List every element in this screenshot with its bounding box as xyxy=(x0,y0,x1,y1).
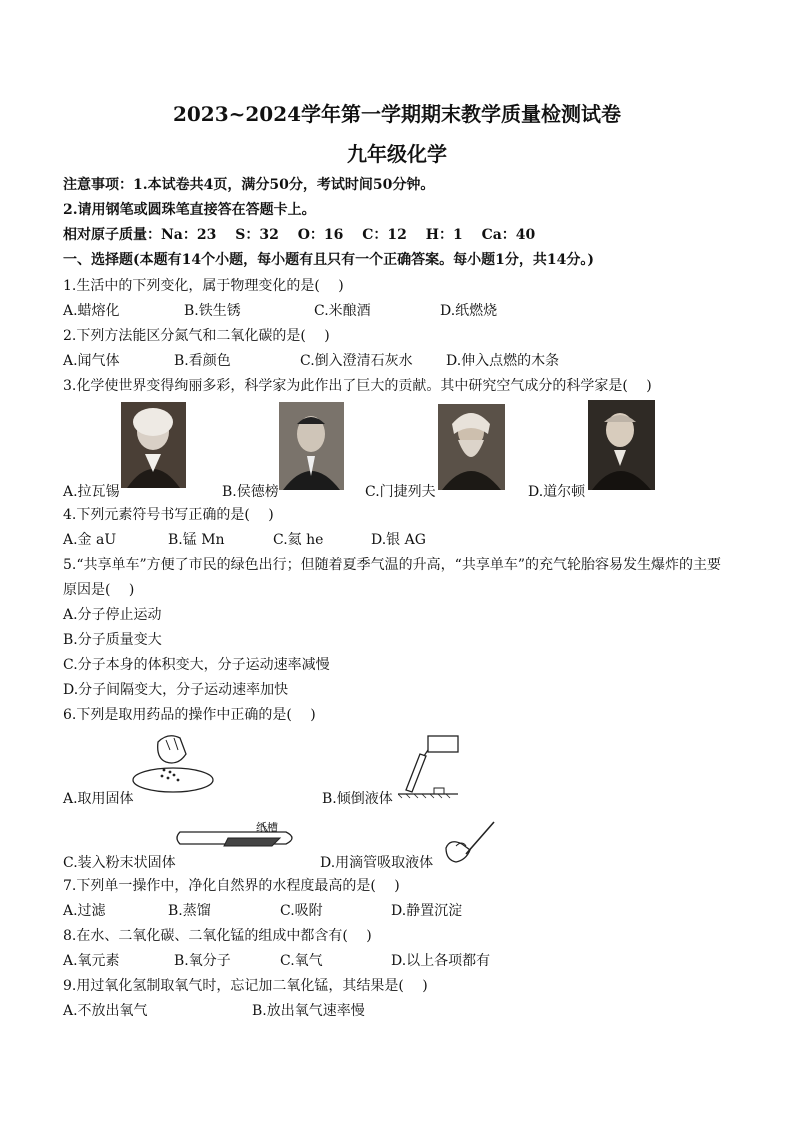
q2-option-b: B.看颜色 xyxy=(174,353,231,369)
q7-option-a: A.过滤 xyxy=(63,903,106,919)
q2-stem: 2.下列方法能区分氮气和二氧化碳的是( ) xyxy=(63,328,330,344)
page-subtitle: 九年级化学 xyxy=(347,142,447,166)
sketch-paper-trough xyxy=(176,822,306,860)
q3-option-a: A.拉瓦锡 xyxy=(63,484,120,500)
sketch-dropper xyxy=(436,818,500,866)
atomic-mass-line: 相对原子质量：Na：23 S：32 O：16 C：12 H：1 Ca：40 xyxy=(63,227,536,243)
q7-option-c: C.吸附 xyxy=(280,903,323,919)
q6-stem: 6.下列是取用药品的操作中正确的是( ) xyxy=(63,707,316,723)
q8-option-b: B.氧分子 xyxy=(174,953,231,969)
notes-line-2: 2.请用钢笔或圆珠笔直接答在答题卡上。 xyxy=(63,202,316,218)
q3-stem: 3.化学使世界变得绚丽多彩，科学家为此作出了巨大的贡献。其中研究空气成分的科学家是( ) xyxy=(63,378,652,394)
section-1-heading: 一、选择题(本题有14个小题，每小题有且只有一个正确答案。每小题1分，共14分。) xyxy=(63,252,594,268)
q3-option-c: C.门捷列夫 xyxy=(365,484,436,500)
q7-option-d: D.静置沉淀 xyxy=(391,903,463,919)
q8-stem: 8.在水、二氧化碳、二氧化锰的组成中都含有( ) xyxy=(63,928,372,944)
q8-option-a: A.氧元素 xyxy=(63,953,120,969)
portrait-dalton xyxy=(588,400,655,490)
q4-option-b: B.锰 Mn xyxy=(168,532,225,548)
q3-option-d: D.道尔顿 xyxy=(528,484,586,500)
paper-trough-label: 纸槽 xyxy=(256,821,278,834)
q5-option-d: D.分子间隔变大，分子运动速率加快 xyxy=(63,682,289,698)
q7-stem: 7.下列单一操作中，净化自然界的水程度最高的是( ) xyxy=(63,878,400,894)
q2-option-a: A.闻气体 xyxy=(63,353,120,369)
portrait-hou-debang xyxy=(279,402,344,490)
q1-stem: 1.生活中的下列变化，属于物理变化的是( ) xyxy=(63,278,344,294)
q5-option-a: A.分子停止运动 xyxy=(63,607,162,623)
q4-option-d: D.银 AG xyxy=(371,532,426,548)
q1-option-a: A.蜡熔化 xyxy=(63,303,120,319)
q1-option-b: B.铁生锈 xyxy=(184,303,241,319)
q7-option-b: B.蒸馏 xyxy=(168,903,211,919)
page-title: 2023~2024学年第一学期期末教学质量检测试卷 xyxy=(172,102,622,126)
q5-stem-line-1: 5.“共享单车”方便了市民的绿色出行；但随着夏季气温的升高，“共享单车”的充气轮胎容易发生爆炸的主要 xyxy=(63,557,721,573)
q1-option-c: C.米酿酒 xyxy=(314,303,371,319)
q3-option-b: B.侯德榜 xyxy=(222,484,279,500)
sketch-take-solid xyxy=(128,728,218,798)
q8-option-c: C.氧气 xyxy=(280,953,323,969)
q4-option-a: A.金 aU xyxy=(63,532,117,548)
q5-stem-line-2: 原因是( ) xyxy=(63,582,135,598)
q2-option-d: D.伸入点燃的木条 xyxy=(446,353,560,369)
q6-option-a: A.取用固体 xyxy=(63,791,134,807)
portrait-lavoisier xyxy=(121,402,186,488)
q6-option-b: B.倾倒液体 xyxy=(322,791,393,807)
q4-stem: 4.下列元素符号书写正确的是( ) xyxy=(63,507,274,523)
q8-option-d: D.以上各项都有 xyxy=(391,953,491,969)
q9-option-a: A.不放出氧气 xyxy=(63,1003,148,1019)
q6-option-c: C.装入粉末状固体 xyxy=(63,855,176,871)
q9-stem: 9.用过氧化氢制取氧气时，忘记加二氧化锰，其结果是( ) xyxy=(63,978,428,994)
q5-option-c: C.分子本身的体积变大，分子运动速率减慢 xyxy=(63,657,330,673)
portrait-mendeleev xyxy=(438,404,505,490)
q4-option-c: C.氦 he xyxy=(273,532,324,548)
q9-option-b: B.放出氧气速率慢 xyxy=(252,1003,365,1019)
q2-option-c: C.倒入澄清石灰水 xyxy=(300,353,413,369)
notes-line-1: 注意事项：1.本试卷共4页，满分50分，考试时间50分钟。 xyxy=(63,177,435,193)
sketch-pour-liquid xyxy=(398,734,468,800)
q6-option-d: D.用滴管吸取液体 xyxy=(320,855,434,871)
q1-option-d: D.纸燃烧 xyxy=(440,303,498,319)
q5-option-b: B.分子质量变大 xyxy=(63,632,162,648)
